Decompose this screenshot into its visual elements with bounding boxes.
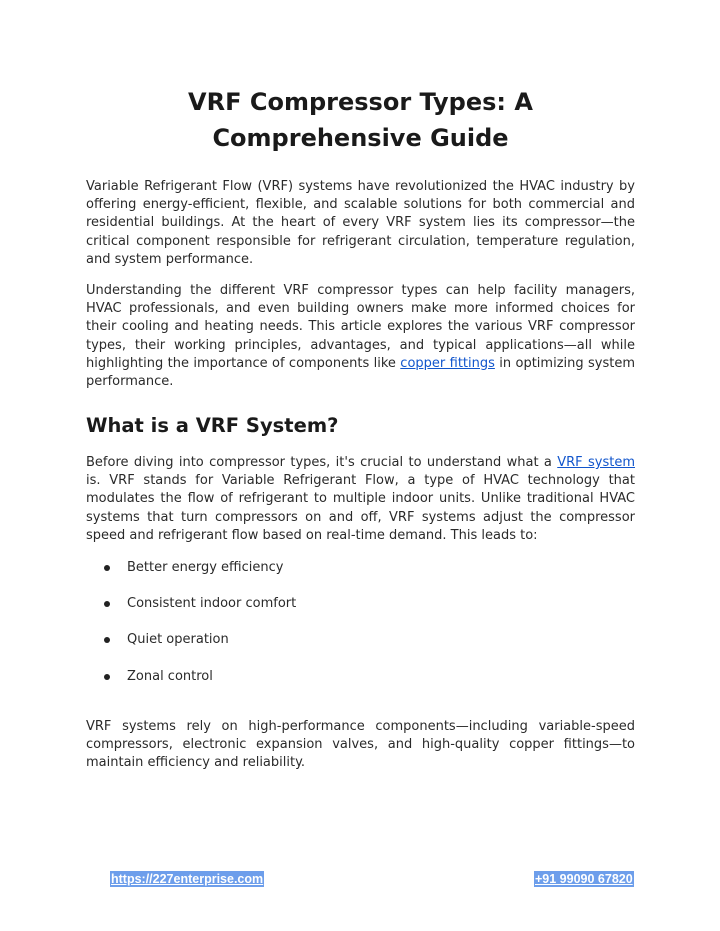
bullet-icon xyxy=(104,565,110,571)
list-item xyxy=(86,668,635,704)
vrf-system-link[interactable]: VRF system xyxy=(557,455,635,470)
footer-phone-link[interactable]: +91 99090 67820 xyxy=(535,872,633,886)
list-item xyxy=(86,631,635,667)
intro-paragraph-2-text-start: Understanding the different VRF compressor types can help facility managers, HVAC professionals, and even building owners make more informed choices for their cooling and heating needs. This article explores the various VRF compressor types, their working principles, advantages, and typical applications—all while highlighting the importance of components like xyxy=(86,283,635,371)
copper-fittings-link[interactable]: copper fittings xyxy=(400,355,495,371)
intro-paragraph-2-text-end: in optimizing system performance. xyxy=(86,355,635,390)
list-item-label: Quiet operation xyxy=(127,632,229,648)
benefits-list xyxy=(86,559,635,704)
footer-website-link[interactable]: https://227enterprise.com xyxy=(111,872,264,886)
intro-paragraph-1: Variable Refrigerant Flow (VRF) systems have revolutionized the HVAC industry by offering energy-efficient, flexible, and scalable solutions for both commercial and residential buildings. At the heart of every VRF system lies its compressor—the critical component responsible for refrigerant circulation, temperature regulation, and system performance. xyxy=(86,179,635,267)
vrf-system-paragraph-text-start: Before diving into compressor types, it's crucial to understand what a xyxy=(86,455,558,470)
list-item-label: Zonal control xyxy=(127,668,213,684)
page-title: VRF Compressor Types: A Comprehensive Guide xyxy=(188,88,533,152)
intro-paragraph-2 xyxy=(86,282,635,391)
bullet-icon xyxy=(104,601,110,607)
bullet-icon xyxy=(104,674,110,680)
section-heading: What is a VRF System? xyxy=(86,414,339,437)
list-item-label: Consistent indoor comfort xyxy=(127,596,297,612)
components-paragraph: VRF systems rely on high-performance components—including variable-speed compressors, electronic expansion valves, and high-quality copper fittings—to maintain efficiency and reliability. xyxy=(86,719,635,771)
vrf-system-paragraph xyxy=(86,454,635,545)
vrf-system-paragraph-text-end: is. VRF stands for Variable Refrigerant Flow, a type of HVAC technology that modulates the flow of refrigerant to multiple indoor units. Unlike traditional HVAC systems that turn compressors on and off, VRF systems adjust the compressor speed and refrigerant flow based on real-time demand. This leads to: xyxy=(86,473,635,543)
list-item xyxy=(86,595,635,631)
list-item-label: Better energy efficiency xyxy=(127,560,284,575)
bullet-icon xyxy=(104,637,110,643)
list-item xyxy=(86,559,635,595)
